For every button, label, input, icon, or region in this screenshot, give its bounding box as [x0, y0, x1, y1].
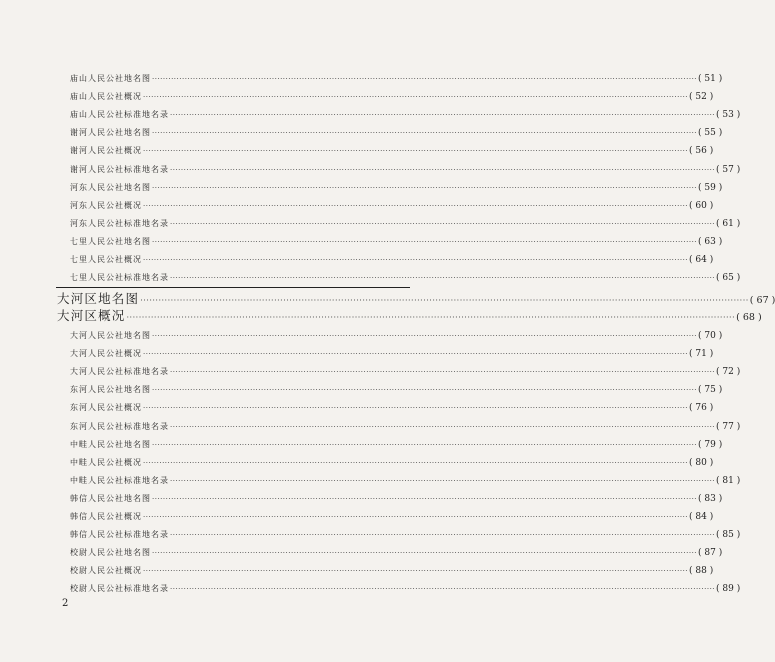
toc-entry-title: 大河人民公社地名图 [70, 331, 151, 340]
toc-leader-dots: ········································································································································································································ [152, 494, 698, 503]
toc-entry-page: ( 75 ) [698, 385, 723, 396]
toc-entry [70, 143, 714, 159]
toc-entry-title: 大河区概况 [57, 308, 126, 323]
section-divider [56, 287, 410, 288]
toc-entry-page: ( 80 ) [689, 457, 714, 468]
toc-entry-page: ( 63 ) [698, 236, 723, 247]
toc-entry [70, 509, 714, 525]
toc-entry-page: ( 89 ) [716, 584, 741, 595]
toc-entry-title: 东河人民公社地名图 [70, 385, 151, 395]
toc-entry-title: 庙山人民公社地名图 [70, 74, 151, 83]
toc-entry-page: ( 76 ) [689, 403, 714, 414]
toc-leader-dots: ········································································································································································································ [143, 458, 689, 467]
toc-leader-dots: ········································································································································································································ [143, 147, 689, 156]
toc-leader-dots: ········································································································································································································ [143, 350, 689, 359]
toc-leader-dots: ········································································································································································································ [170, 219, 716, 228]
toc-leader-dots: ········································································································································································································ [170, 165, 716, 174]
toc-entry-page: ( 79 ) [698, 439, 723, 450]
toc-leader-dots: ········································································································································································································ [170, 274, 716, 283]
toc-entry [70, 382, 723, 398]
toc-entry-page: ( 85 ) [716, 530, 741, 541]
toc-entry [70, 234, 723, 250]
toc-leader-dots: ········································································································································································································ [152, 129, 698, 138]
toc-leader-dots: ········································································································································································································ [170, 111, 716, 120]
toc-entry-title: 七里人民公社标准地名录 [70, 273, 169, 283]
toc-entry [70, 252, 714, 268]
toc-entry-page: ( 87 ) [698, 548, 723, 559]
toc-entry-title: 韩信人民公社概况 [70, 512, 142, 521]
toc-entry-page: ( 53 ) [716, 110, 741, 121]
toc-entry-title: 河东人民公社概况 [70, 200, 142, 210]
toc-entry [70, 107, 741, 123]
toc-leader-dots: ········································································································································································································ [170, 531, 716, 540]
toc-entry [70, 125, 723, 141]
toc-entry-page: ( 70 ) [698, 331, 723, 341]
toc-leader-dots: ········································································································································································································ [152, 75, 698, 83]
toc-entry-page: ( 55 ) [698, 128, 723, 139]
toc-entry-title: 大河人民公社标准地名录 [70, 367, 169, 377]
toc-entry [70, 180, 723, 196]
toc-leader-dots: ········································································································································································································ [152, 549, 698, 558]
toc-entry-page: ( 68 ) [736, 312, 762, 323]
toc-entry-title: 中畦人民公社地名图 [70, 439, 151, 449]
toc-entry-title: 韩信人民公社标准地名录 [70, 530, 169, 540]
toc-leader-dots: ········································································································································································································ [140, 296, 749, 305]
toc-entry-title: 庙山人民公社标准地名录 [70, 110, 169, 120]
toc-entry [70, 581, 741, 597]
toc-entry-page: ( 88 ) [689, 566, 714, 577]
toc-entry-title: 校尉人民公社概况 [70, 566, 142, 576]
toc-entry [70, 563, 714, 579]
toc-entry [70, 455, 714, 471]
toc-entry-title: 韩信人民公社地名图 [70, 493, 151, 503]
toc-leader-dots: ········································································································································································································ [152, 440, 698, 449]
toc-entry-page: ( 60 ) [689, 200, 714, 211]
toc-entry-page: ( 81 ) [716, 475, 741, 486]
toc-leader-dots: ········································································································································································································ [143, 567, 689, 576]
toc-entry-title: 东河人民公社标准地名录 [70, 421, 169, 431]
toc-entry-title: 校尉人民公社地名图 [70, 548, 151, 558]
toc-entry-page: ( 57 ) [716, 164, 741, 175]
toc-entry [70, 437, 723, 453]
toc-entry [70, 364, 741, 380]
toc-entry-title: 谢河人民公社地名图 [70, 128, 151, 138]
toc-entry [70, 89, 714, 105]
toc-entry [70, 328, 723, 344]
toc-entry-title: 七里人民公社地名图 [70, 236, 151, 246]
toc-leader-dots: ········································································································································································································ [143, 513, 689, 521]
toc-leader-dots: ········································································································································································································ [170, 422, 716, 431]
toc-entry-page: ( 52 ) [689, 92, 714, 103]
toc-entry-page: ( 65 ) [716, 273, 741, 284]
toc-entry-title: 东河人民公社概况 [70, 403, 142, 413]
toc-leader-dots: ········································································································································································································ [170, 476, 716, 485]
toc-entry [70, 162, 741, 178]
toc-leader-dots: ········································································································································································································ [126, 313, 736, 322]
toc-entry-page: ( 64 ) [689, 255, 714, 265]
toc-entry-page: ( 67 ) [749, 295, 775, 306]
toc-entry-title: 校尉人民公社标准地名录 [70, 584, 169, 594]
toc-entry-title: 七里人民公社概况 [70, 255, 142, 264]
toc-entry-page: ( 59 ) [698, 182, 723, 193]
toc-leader-dots: ········································································································································································································ [152, 386, 698, 395]
toc-entry-page: ( 77 ) [716, 421, 741, 432]
toc-entry-page: ( 83 ) [698, 493, 723, 504]
toc-entry-title: 谢河人民公社概况 [70, 146, 142, 156]
toc-leader-dots: ········································································································································································································ [143, 201, 689, 210]
toc-entry-page: ( 61 ) [716, 218, 741, 229]
toc-leader-dots: ········································································································································································································ [143, 256, 689, 264]
toc-entry [70, 198, 714, 214]
toc-entry [70, 419, 741, 435]
toc-leader-dots: ········································································································································································································ [170, 585, 716, 594]
toc-entry-title: 谢河人民公社标准地名录 [70, 164, 169, 174]
toc-leader-dots: ········································································································································································································ [152, 237, 698, 246]
toc-entry-title: 中畦人民公社概况 [70, 457, 142, 467]
toc-entry [70, 545, 723, 561]
toc-leader-dots: ········································································································································································································ [143, 404, 689, 413]
toc-district-entry [57, 308, 762, 324]
toc-entry-title: 河东人民公社标准地名录 [70, 218, 169, 228]
toc-entry [70, 527, 741, 543]
toc-entry [70, 71, 723, 87]
toc-entry-page: ( 56 ) [689, 146, 714, 157]
toc-entry-title: 河东人民公社地名图 [70, 182, 151, 192]
toc-entry [70, 270, 741, 286]
toc-entry-page: ( 51 ) [698, 74, 723, 84]
toc-entry [70, 473, 741, 489]
toc-entry [70, 491, 723, 507]
toc-entry-page: ( 72 ) [716, 367, 741, 378]
toc-entry-page: ( 71 ) [689, 349, 714, 360]
toc-entry [70, 346, 714, 362]
toc-entry-title: 大河区地名图 [57, 291, 140, 306]
page-number: 2 [62, 598, 69, 609]
toc-leader-dots: ········································································································································································································ [170, 368, 716, 377]
toc-entry [70, 400, 714, 416]
toc-entry-title: 庙山人民公社概况 [70, 92, 142, 102]
toc-entry [70, 216, 741, 232]
toc-entry-title: 大河人民公社概况 [70, 349, 142, 359]
toc-entry-title: 中畦人民公社标准地名录 [70, 475, 169, 485]
toc-entry-page: ( 84 ) [689, 512, 714, 522]
toc-district-entry [57, 291, 775, 307]
toc-leader-dots: ········································································································································································································ [143, 93, 689, 102]
toc-leader-dots: ········································································································································································································ [152, 183, 698, 192]
toc-leader-dots: ········································································································································································································ [152, 332, 698, 340]
